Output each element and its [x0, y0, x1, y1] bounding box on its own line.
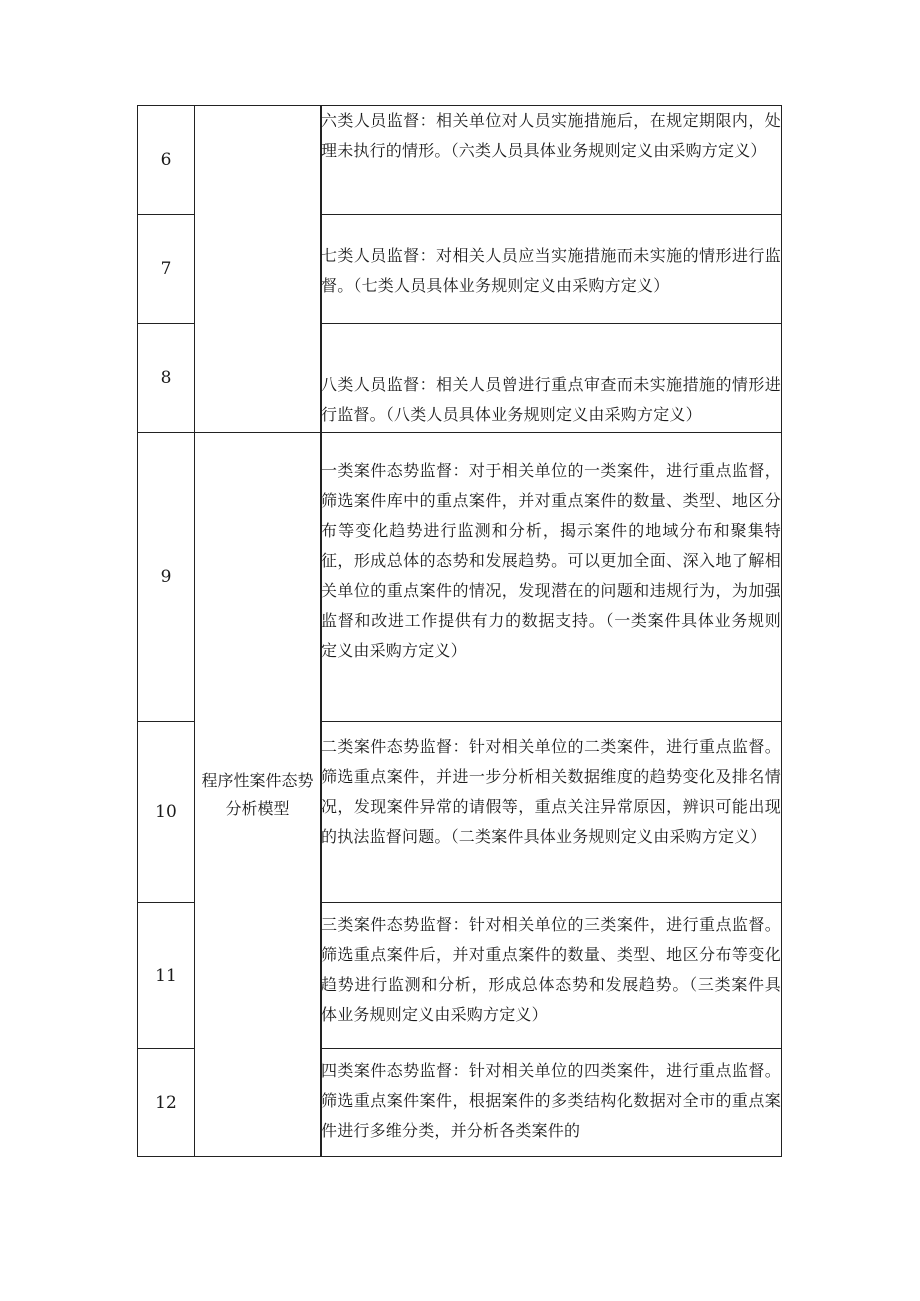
row-number: 7: [138, 215, 195, 324]
row-description-text: 二类案件态势监督：针对相关单位的二类案件，进行重点监督。筛选重点案件，并进一步分析相关数据维度的趋势变化及排名情况，发现案件异常的请假等，重点关注异常原因，辨识可能出现的执法监督问题。（二类案件具体业务规则定义由采购方定义）: [321, 737, 781, 846]
row-description-text: 六类人员监督：相关单位对人员实施措施后，在规定期限内，处理未执行的情形。（六类人员具体业务规则定义由采购方定义）: [321, 111, 781, 160]
category-label: 程序性案件态势分析模型: [201, 770, 314, 818]
row-number: 6: [138, 106, 195, 215]
row-description: [321, 433, 782, 722]
row-description-text: 七类人员监督：对相关人员应当实施措施而未实施的情形进行监督。（七类人员具体业务规则定义由采购方定义）: [321, 246, 781, 295]
row-number: 9: [138, 433, 195, 722]
category-cell: [195, 433, 321, 1157]
row-number: 12: [138, 1049, 195, 1157]
table-row: [138, 433, 782, 722]
row-description-text: 四类案件态势监督：针对相关单位的四类案件，进行重点监督。筛选重点案件案件，根据案件的多类结构化数据对全市的重点案件进行多维分类，并分析各类案件的: [321, 1061, 781, 1140]
row-description-text: 三类案件态势监督：针对相关单位的三类案件，进行重点监督。筛选重点案件后，并对重点案件的数量、类型、地区分布等变化趋势进行监测和分析，形成总体态势和发展趋势。（三类案件具体业务规则定义由采购方定义）: [321, 915, 781, 1024]
row-number: 10: [138, 722, 195, 903]
row-description-text: 一类案件态势监督：对于相关单位的一类案件，进行重点监督，筛选案件库中的重点案件，并对重点案件的数量、类型、地区分布等变化趋势进行监测和分析，揭示案件的地域分布和聚集特征，形成总体的态势和发展趋势。可以更加全面、深入地了解相关单位的重点案件的情况，发现潜在的问题和违规行为，为加强监督和改进工作提供有力的数据支持。（一类案件具体业务规则定义由采购方定义）: [321, 461, 781, 660]
row-number: 11: [138, 903, 195, 1049]
row-description: [321, 106, 782, 215]
category-cell-empty: [195, 106, 321, 433]
row-description: [321, 324, 782, 433]
row-description: [321, 1049, 782, 1157]
table-row: [138, 106, 782, 215]
requirements-table: [137, 105, 782, 1157]
row-description-text: 八类人员监督：相关人员曾进行重点审查而未实施措施的情形进行监督。（八类人员具体业务规则定义由采购方定义）: [321, 375, 781, 424]
row-description: [321, 215, 782, 324]
row-description: [321, 903, 782, 1049]
row-number: 8: [138, 324, 195, 433]
row-description: [321, 722, 782, 903]
